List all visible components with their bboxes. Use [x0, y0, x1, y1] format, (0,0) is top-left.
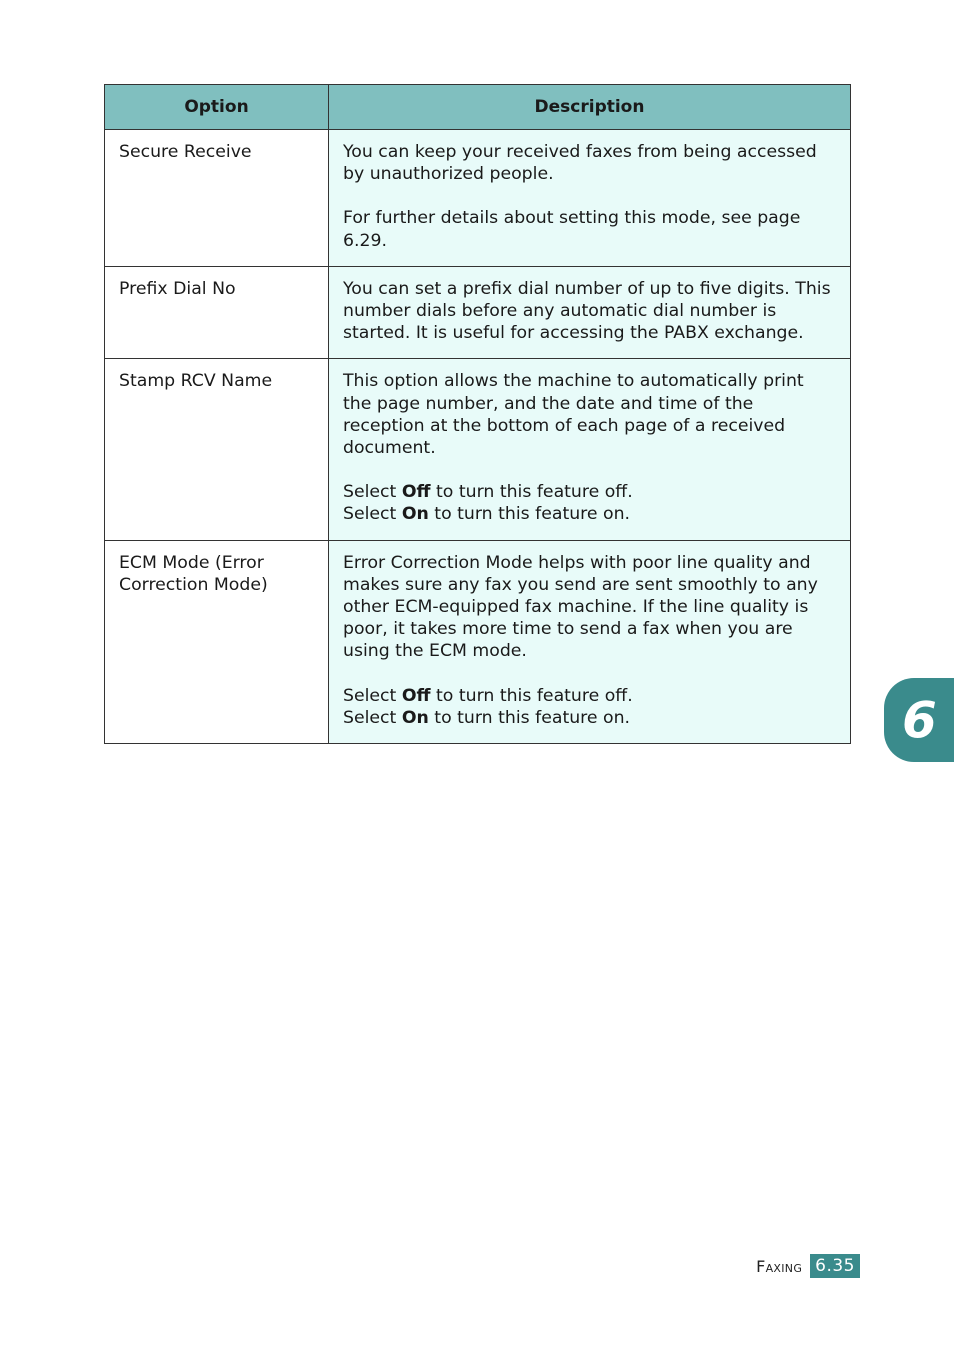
chapter-tab: 6 [884, 678, 954, 762]
description-text: This option allows the machine to automatically print the page number, and the date and time of the reception at the bottom of each page of a received document. [343, 371, 804, 459]
option-cell: Secure Receive [105, 130, 329, 267]
off-keyword: Off [401, 685, 431, 706]
table-row [105, 266, 851, 359]
option-cell: Stamp RCV Name [105, 359, 329, 540]
table-row [105, 130, 851, 267]
options-table [104, 84, 851, 744]
column-header-description: Description [329, 85, 851, 130]
description-text: You can set a prefix dial number of up to five digits. This number dials before any automatic dial number is started. It is useful for accessing the PABX exchange. [343, 278, 831, 344]
table-row [105, 359, 851, 540]
on-keyword: On [401, 707, 429, 728]
select-on-line: Select On to turn this feature on. [343, 707, 631, 728]
option-cell: Prefix Dial No [105, 266, 329, 359]
select-lines [343, 685, 836, 729]
select-lines [343, 481, 836, 525]
table-row [105, 540, 851, 743]
on-keyword: On [401, 504, 429, 525]
description-text: You can keep your received faxes from being accessed by unauthorized people. [343, 142, 817, 185]
description-text: Error Correction Mode helps with poor line quality and makes sure any fax you send are sent smoothly to any other ECM-equipped fax machine. If the line quality is poor, it takes more time to send a fax when you are using the ECM mode. [343, 552, 818, 662]
column-header-option: Option [105, 85, 329, 130]
section-name: Faxing [756, 1256, 803, 1276]
description-cell [329, 130, 851, 267]
select-on-line: Select On to turn this feature on. [343, 504, 631, 525]
page-number: 6.35 [810, 1254, 860, 1278]
description-cell [329, 359, 851, 540]
page-footer [756, 1254, 860, 1278]
off-keyword: Off [401, 482, 431, 503]
table-header-row [105, 85, 851, 130]
option-cell: ECM Mode (Error Correction Mode) [105, 540, 329, 743]
description-text: For further details about setting this mode, see page 6.29. [343, 208, 801, 251]
description-cell [329, 266, 851, 359]
select-off-line: Select Off to turn this feature off. [343, 685, 633, 706]
description-cell [329, 540, 851, 743]
select-off-line: Select Off to turn this feature off. [343, 482, 633, 503]
